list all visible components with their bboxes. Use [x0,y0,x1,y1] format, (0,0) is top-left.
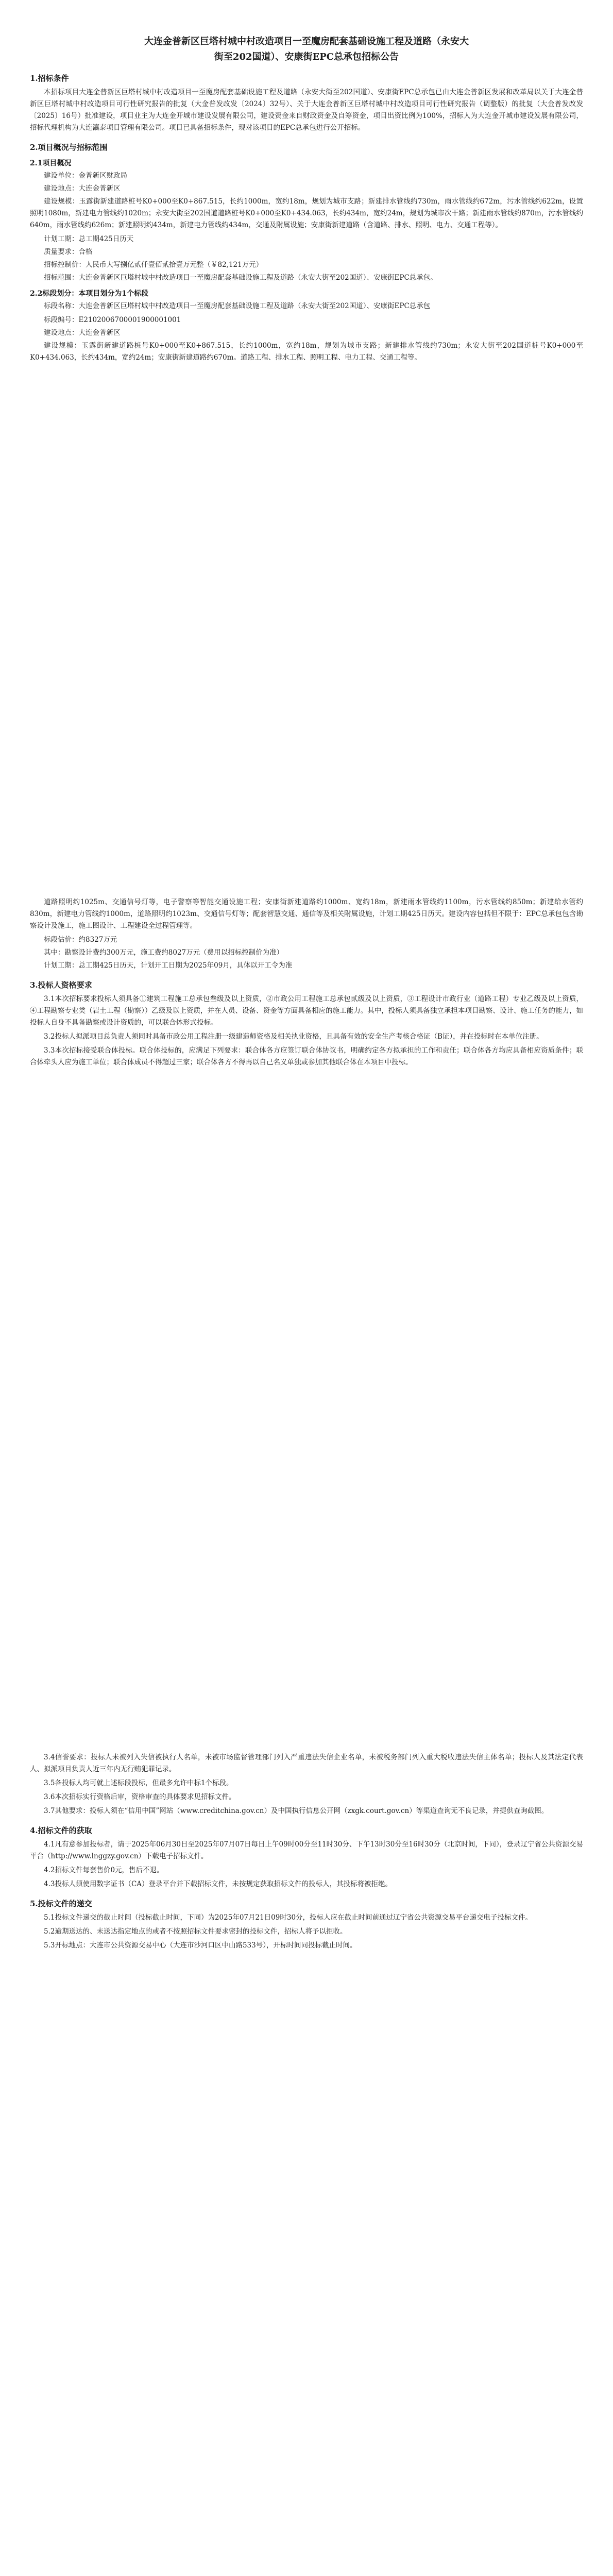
qualification-3-1: 3.1本次招标要求投标人须具备①建筑工程施工总承包叁级及以上资质，②市政公用工程施工总承包贰级及以上资质，③工程设计市政行业（道路工程）专业乙级及以上资质，④工程勘察专业类（岩土工程（勘察））乙级及以上资质，并在人员、设备、资金等方面具备相应的施工能力。其中，投标人须具备独立承担本项目勘察、设计、施工任务的能力，如投标人自身不具备勘察或设计资质的，可以联合体形式投标。 [30,995,583,1027]
project-period: 计划工期：总工期425日历天 [44,235,134,243]
acquire-4-1: 4.1凡有意参加投标者，请于2025年06月30日至2025年07月07日每日上午09时00分至11时30分、下午13时30分至16时30分（北京时间，下同），登录辽宁省公共资源交易平台（http://www.lnggzy.gov.cn）下载电子招标文件。 [30,1840,583,1860]
section-2-1-heading: 2.1项目概况 [30,159,72,167]
project-quality: 质量要求：合格 [44,248,93,256]
section-5-heading: 5.投标文件的递交 [30,1899,92,1908]
qualification-3-7: 3.7其他要求：投标人须在“信用中国”网站（www.creditchina.gov.cn）及中国执行信息公开网（zxgk.court.gov.cn）等渠道查询无不良记录，并提供查询截图。 [44,1807,549,1815]
bid-scale-continued: 道路照明约1025m、交通信号灯等，电子警察等智能交通设施工程；安康街新建道路约1000m、宽约18m，新建雨水管线约1100m，污水管线约850m；新建给水管约830m，新建电力管线约1000m，道路照明约1023m、交通信号灯等；配套智慧交通、通信等及相关附属设施，计划工期425日历天。建设内容包括但不限于：EPC总承包包含勘察设计及施工，施工图设计、工程建设全过程管理等。 [30,898,583,930]
submit-5-3: 5.3开标地点：大连市公共资源交易中心（大连市沙河口区中山路533号），开标时间同投标截止时间。 [44,1941,357,1950]
qualification-3-3: 3.3本次招标接受联合体投标。联合体投标的，应满足下列要求：联合体各方应签订联合体协议书，明确约定各方拟承担的工作和责任；联合体各方均应具备相应资质条件；联合体牵头人应为施工单位；联合体成员不得超过三家；联合体各方不得再以自己名义单独或参加其他联合体在本项目中投标。 [30,1046,583,1066]
section-block-3 [30,1752,583,1954]
bid-design-fee: 其中：勘察设计费约300万元，施工费约8027万元（费用以招标控制价为准） [44,948,284,957]
project-scope: 招标范围：大连金普新区巨塔村城中村改造项目一至魔房配套基础设施工程及道路（永安大街至202国道）、安康街EPC总承包。 [44,274,437,282]
bid-scale: 建设规模：玉露街新建道路桩号K0+000至K0+867.515，长约1000m，宽约18m，规划为城市支路；新建排水管线约730m；永安大街至202国道桩号K0+000至K0+434.063，长约434m，宽约24m；安康街新建道路约670m。道路工程、排水工程、照明工程、电力工程、交通工程等。 [30,342,583,362]
qualification-3-2: 3.2投标人拟派项目总负责人须同时具备市政公用工程注册一级建造师资格及相关执业资格，且具备有效的安全生产考核合格证（B证），并在投标时在本单位注册。 [44,1032,543,1041]
acquire-4-3: 4.3投标人须使用数字证书（CA）登录平台并下载招标文件，未按规定获取招标文件的投标人，其投标将被拒绝。 [44,1880,393,1888]
section-block-2 [30,896,583,1071]
qualification-3-4: 3.4信誉要求：投标人未被列入失信被执行人名单，未被市场监督管理部门列入严重违法失信企业名单，未被税务部门列入重大税收违法失信主体名单；投标人及其法定代表人、拟派项目负责人近三年内无行贿犯罪记录。 [30,1753,583,1773]
qualification-3-5: 3.5各投标人均可就上述标段投标，但最多允许中标1个标段。 [44,1779,233,1787]
bid-period: 计划工期：总工期425日历天，计划开工日期为2025年09月，具体以开工令为准 [44,961,293,970]
bid-place: 建设地点：大连金普新区 [44,329,121,337]
section-4-heading: 4.招标文件的获取 [30,1826,92,1835]
doc-title-line1: 大连金普新区巨塔村城中村改造项目一至魔房配套基础设施工程及道路（永安大 [144,36,469,47]
project-owner: 建设单位：金普新区财政局 [44,172,127,180]
section-1-heading: 1.招标条件 [30,74,69,83]
project-location: 建设地点：大连金普新区 [44,184,121,193]
section-3-heading: 3.投标人资格要求 [30,980,92,990]
qualification-3-6: 3.6本次招标实行资格后审，资格审查的具体要求见招标文件。 [44,1793,236,1801]
section-2-heading: 2.项目概况与招标范围 [30,143,108,152]
acquire-4-2: 4.2招标文件每套售价0元，售后不退。 [44,1866,164,1874]
doc-title-line2: 街至202国道）、安康街EPC总承包招标公告 [214,52,399,62]
project-estimate: 招标控制价：人民币大写捌亿贰仟壹佰贰拾壹万元整（￥82,121万元） [44,261,263,269]
section-2-2-heading: 2.2标段划分：本项目划分为1个标段 [30,290,149,298]
submit-5-2: 5.2逾期送达的、未送达指定地点的或者不按照招标文件要求密封的投标文件，招标人将予以拒收。 [44,1927,347,1936]
submit-5-1: 5.1投标文件递交的截止时间（投标截止时间，下同）为2025年07月21日09时30分，投标人应在截止时间前通过辽宁省公共资源交易平台递交电子投标文件。 [44,1913,533,1922]
project-scale: 建设规模：玉露街新建道路桩号K0+000至K0+867.515，长约1000m，宽约18m，规划为城市支路；新建排水管线约730m，雨水管线约672m，污水管线约622m，设置照明1080m，新建电力管线约1020m；永安大街至202国道道路桩号K0+000至K0+434.063，长约434m，宽约24m，规划为城市次干路；新建雨水管线约870m，污水管线约640m，雨水管线约626m；新建照明约434m，新建电力管线约434m，交通及附属设施；安康街新建道路（含道路、排水、照明、电力、交通工程等）。 [30,197,583,229]
section-block-1 [30,34,583,366]
bid-name: 标段名称：大连金普新区巨塔村城中村改造项目一至魔房配套基础设施工程及道路（永安大街至202国道）、安康街EPC总承包 [44,302,431,310]
section-1-text: 本招标项目大连金普新区巨塔村城中村改造项目一至魔房配套基础设施工程及道路（永安大街至202国道）、安康街EPC总承包已由大连金普新区发展和改革局以关于大连金普新区巨塔村城中村改造项目可行性研究报告的批复（大金普发改发〔2024〕32号）、关于大连金普新区巨塔村城中村改造项目可行性研究报告（调整版）的批复（大金普发改发〔2025〕16号）批准建设，项目业主为大连金开城市建设发展有限公司，建设资金来自财政资金及自筹资金，项目出资比例为100%，招标人为大连金开城市建设发展有限公司，招标代理机构为大连瀛泰项目管理有限公司。项目已具备招标条件，现对该项目的EPC总承包进行公开招标。 [30,88,583,132]
bid-amount: 标段估价：约8327万元 [44,936,117,944]
bid-number: 标段编号：E2102006700001900001001 [44,316,181,324]
